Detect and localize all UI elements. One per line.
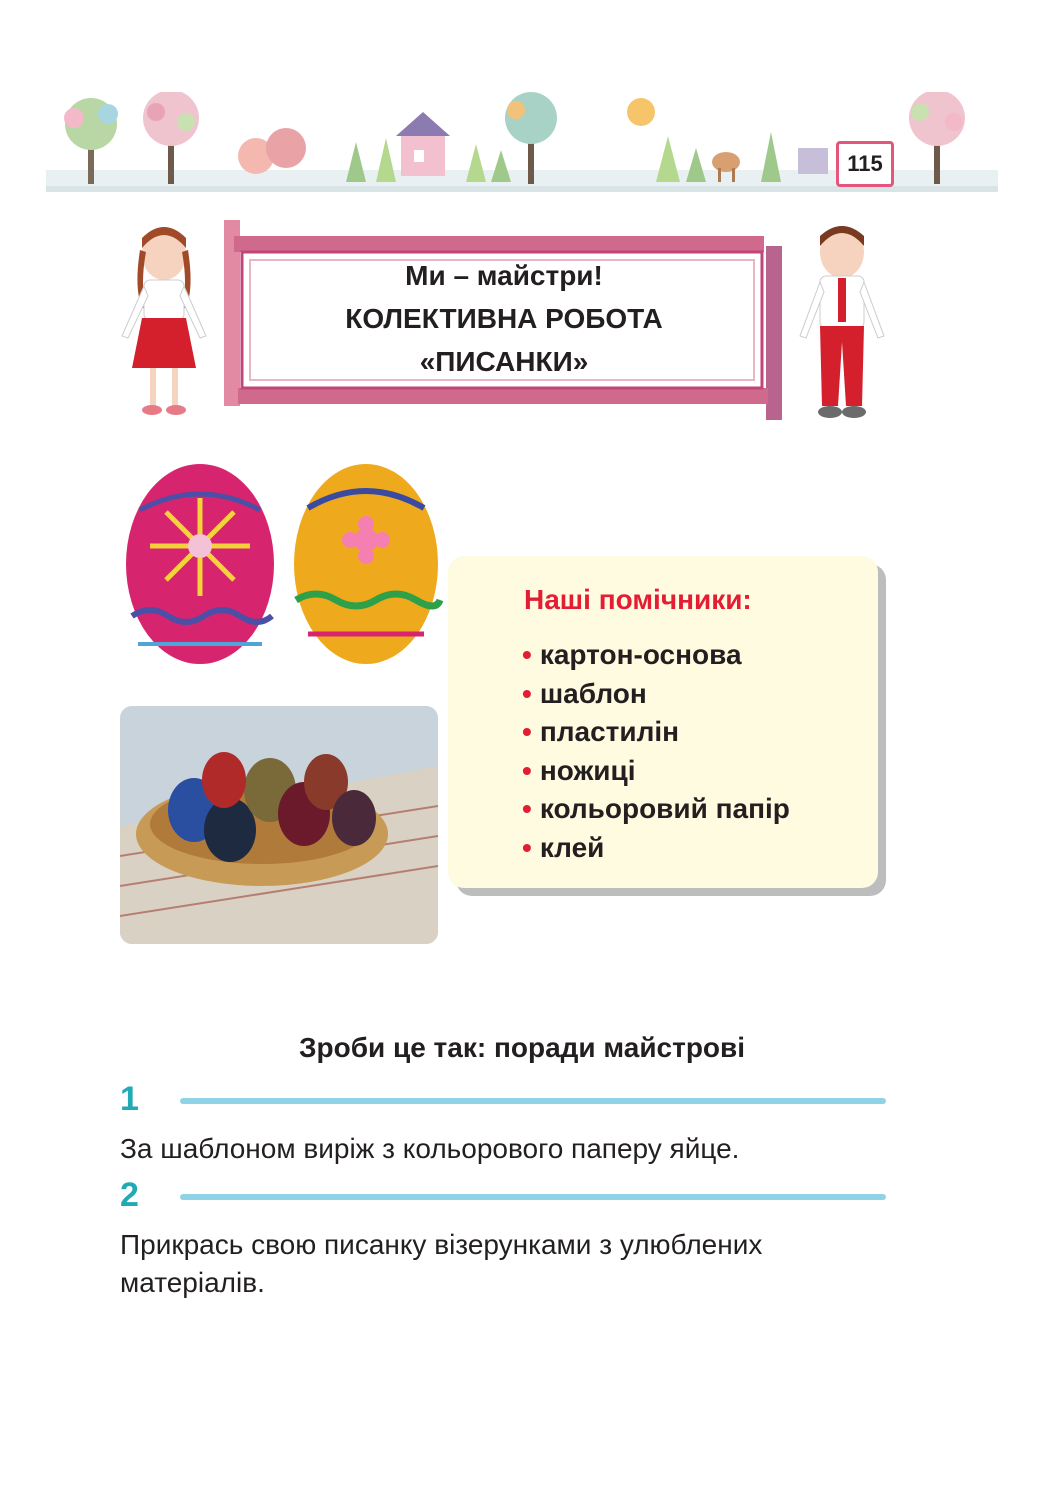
list-item bbox=[522, 675, 790, 714]
page-number: 115 bbox=[836, 141, 894, 187]
title-line-3: «ПИСАНКИ» bbox=[419, 346, 589, 377]
list-item bbox=[522, 790, 790, 829]
bullet-icon: • bbox=[522, 754, 532, 786]
tips-heading: Зроби це так: поради майстрові bbox=[298, 1032, 746, 1063]
house-icon bbox=[396, 112, 450, 176]
step-text: За шаблоном виріж з кольорового паперу яйце. bbox=[120, 1133, 740, 1164]
list-item-label: картон-основа bbox=[539, 639, 742, 670]
girl-illustration bbox=[112, 218, 216, 424]
bullet-icon: • bbox=[522, 639, 532, 670]
list-item bbox=[522, 829, 790, 868]
pink-easter-egg-image bbox=[120, 448, 280, 668]
title-line-1: Ми – майстри! bbox=[405, 260, 603, 291]
title-line-2: КОЛЕКТИВНА РОБОТА bbox=[345, 303, 663, 334]
orange-easter-egg-image bbox=[286, 448, 446, 668]
step-divider bbox=[180, 1194, 886, 1200]
boy-illustration bbox=[790, 218, 894, 426]
page-title bbox=[260, 254, 748, 383]
step-number: 2 bbox=[120, 1176, 139, 1214]
helpers-title: Наші помічники: bbox=[524, 584, 752, 615]
list-item bbox=[522, 636, 790, 675]
bullet-icon: • bbox=[522, 716, 532, 747]
list-item-label: ножиці bbox=[539, 754, 636, 786]
list-item bbox=[522, 752, 790, 791]
list-item-label: кольоровий папір bbox=[539, 793, 790, 824]
step-number: 1 bbox=[120, 1080, 139, 1118]
bullet-icon: • bbox=[522, 831, 532, 863]
step-text: Прикрась свою писанку візерунками з улюблених матеріалів. bbox=[120, 1229, 763, 1298]
list-item-label: клей bbox=[539, 831, 605, 863]
bullet-icon: • bbox=[522, 793, 532, 824]
helpers-list bbox=[522, 636, 790, 867]
list-item-label: пластилін bbox=[539, 716, 680, 747]
list-item bbox=[522, 713, 790, 752]
bullet-icon: • bbox=[522, 677, 532, 709]
pysanky-basket-photo bbox=[120, 706, 438, 944]
list-item-label: шаблон bbox=[539, 677, 647, 709]
step-divider bbox=[180, 1098, 886, 1104]
